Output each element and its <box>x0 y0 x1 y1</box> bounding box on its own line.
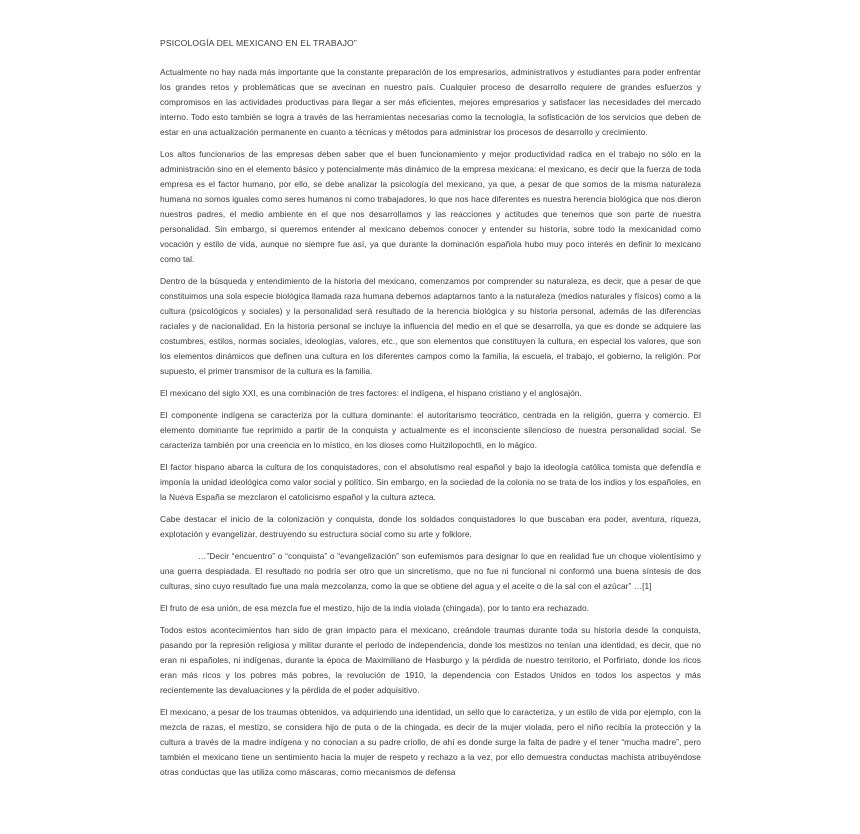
paragraph-hispano: El factor hispano abarca la cultura de los conquistadores, con el absolutismo real español y bajo la ideología católica tomista que defendía e imponía la unidad ideológica como valor social y político. Sin embargo, en la sociedad de la colonia no se trata de los indios y los españoles, en la Nueva España se mezclaron el catolicismo español y la cultura azteca. <box>160 462 701 502</box>
document-body <box>160 38 701 787</box>
paragraph-quote: …”Decir “encuentro” o “conquista” o “evangelización” son eufemismos para designar lo que en realidad fue un choque violentísimo y una guerra despiadada. El resultado no podría ser otro que un sincretismo, que no fue ni funcional ni conformó una buena síntesis de dos culturas, sino cuyo resultado fue una mala mezcolanza, como la que se obtiene del agua y el aceite o de la sal con el azúcar” …[1] <box>160 551 701 591</box>
document-title: PSICOLOGÍA DEL MEXICANO EN EL TRABAJO” <box>160 38 357 48</box>
paragraph-acontecimientos: Todos estos acontecimientos han sido de gran impacto para el mexicano, creándole traumas durante toda su historia desde la conquista, pasando por la represión religiosa y militar durante el periodo de independencia, donde los mestizos no tenían una identidad, es decir, que no eran ni españoles, ni indígenas, durante la época de Maximiliano de Hasburgo y la pérdida de nuestro territorio, el Porfiriato, donde los ricos eran más ricos y los pobres más pobres, la revolución de 1910, la dependencia con Estados Unidos en todos los aspectos y más recientemente las devaluaciones y la pérdida de el poder adquisitivo. <box>160 625 701 695</box>
paragraph-historia: Dentro de la búsqueda y entendimiento de la historia del mexicano, comenzamos por comprender su naturaleza, es decir, que a pesar de que constituimos una sola especie biológica llamada raza humana debemos adaptarnos tanto a la naturaleza (medios naturales y físicos) como a la cultura (psicológicos y sociales) y la personalidad será resultado de la herencia biológica y su historia personal, además de las diferencias raciales y de nacionalidad. En la historia personal se incluye la influencia del medio en el que se desarrolla, ya que es donde se adquiere las costumbres, estilos, normas sociales, ideologías, valores, etc., que son elementos que constituyen la cultura, en especial los valores, que son los elementos dinámicos que definen una cultura en los diferentes campos como la familia, la escuela, el trabajo, el gobierno, la religión. Por supuesto, el primer transmisor de la cultura es la familia. <box>160 276 701 376</box>
paragraph-siglo-xxi: El mexicano del siglo XXI, es una combinación de tres factores: el indígena, el hispano cristiano y el anglosajón. <box>160 388 582 398</box>
paragraph-identidad: El mexicano, a pesar de los traumas obtenidos, va adquiriendo una identidad, un sello que lo caracteriza, y un estilo de vida por ejemplo, con la mezcla de razas, el mestizo, se considera hijo de puta o de la chingada, es decir de la mujer violada, pero el niño recibía la protección y la cultura a través de la madre indígena y no conocían a su padre criollo, de ahí es donde surge la falta de padre y el tener “mucha madre”, pero también el mexicano tiene un sentimiento hacia la mujer de respeto y rechazo a la vez, por ello demuestra conductas machista atribuyéndose otras conductas que las utiliza como máscaras, como mecanismos de defensa <box>160 707 701 777</box>
paragraph-colonizacion: Cabe destacar el inicio de la colonización y conquista, donde los soldados conquistadores lo que buscaban era poder, aventura, riqueza, explotación y evangelizar, destruyendo su estructura social como su arte y folklore. <box>160 514 701 539</box>
paragraph-funcionarios: Los altos funcionarios de las empresas deben saber que el buen funcionamiento y mejor productividad radica en el trabajo no sólo en la administración sino en el elemento básico y potencialmente más dinámico de la empresa mexicana: el mexicano, es decir que la fuerza de toda empresa es el factor humano, por ello, se debe analizar la psicología del mexicano, ya que, a pesar de que somos de la misma naturaleza humana no somos iguales como seres humanos ni como trabajadores, lo que nos hace diferentes es nuestra herencia biológica que nos dieron nuestros padres, el medio ambiente en el que nos desarrollamos y las reacciones y actitudes que tenemos que son parte de nuestra personalidad. Sin embargo, si queremos entender al mexicano debemos conocer y entender su historia, sobre todo la mexicanidad como vocación y estilo de vida, aunque no siempre fue así, ya que durante la dominación española hubo muy poco interés en definir lo mexicano como tal. <box>160 149 701 264</box>
paragraph-intro: Actualmente no hay nada más importante que la constante preparación de los empresarios, administrativos y estudiantes para poder enfrentar los grandes retos y problemáticas que se avecinan en nuestro país. Cualquier proceso de desarrollo requiere de grandes esfuerzos y compromisos en las actividades productivas para llegar a ser más eficientes, mejores empresarios y satisfacer las necesidades del mercado interno. Todo esto también se logra a través de las herramientas necesarias como la tecnología, la sofisticación de los servicios que deben de estar en una actualización permanente en cuanto a técnicas y métodos para administrar los procesos de desarrollo y crecimiento. <box>160 67 701 137</box>
paragraph-indigena: El componente indígena se caracteriza por la cultura dominante: el autoritarismo teocrático, centrada en la religión, guerra y comercio. El elemento dominante fue reprimido a partir de la conquista y actualmente es el inconsciente silencioso de nuestra personalidad social. Se caracteriza también por una creencia en lo místico, en los dioses como Huitzilopochtli, en lo mágico. <box>160 410 701 450</box>
paragraph-mestizo: El fruto de esa unión, de esa mezcla fue el mestizo, hijo de la india violada (chingada), por lo tanto era rechazado. <box>160 603 590 613</box>
